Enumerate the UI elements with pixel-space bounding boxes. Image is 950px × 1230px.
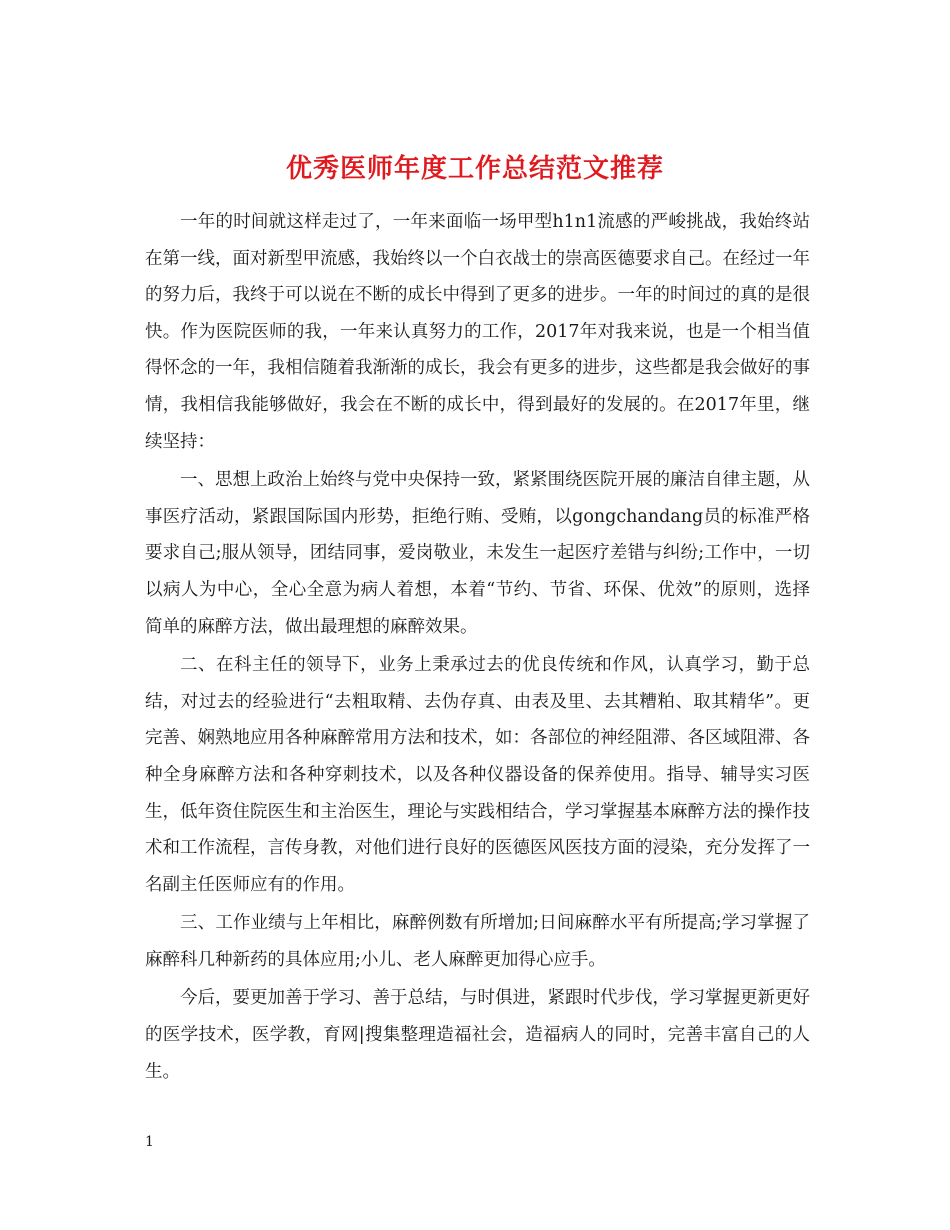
paragraph-conclusion: 今后，要更加善于学习、善于总结，与时俱进，紧跟时代步伐，学习掌握更新更好的医学技术，医学教，育网|搜集整理造福社会，造福病人的同时，完善丰富自己的人生。 — [145, 988, 810, 1082]
document-body — [145, 204, 810, 1092]
document-title: 优秀医师年度工作总结范文推荐 — [285, 154, 664, 185]
paragraph-point-2: 二、在科主任的领导下，业务上秉承过去的优良传统和作风，认真学习，勤于总结，对过去的经验进行“去粗取精、去伪存真、由表及里、去其糟粕、取其精华”。更完善、娴熟地应用各种麻醉常用方法和技术，如：各部位的神经阻滞、各区域阻滞、各种全身麻醉方法和各种穿刺技术，以及各种仪器设备的保养使用。指导、辅导实习医生，低年资住院医生和主治医生，理论与实践相结合，学习掌握基本麻醉方法的操作技术和工作流程，言传身教，对他们进行良好的医德医风医技方面的浸染，充分发挥了一名副主任医师应有的作用。 — [145, 655, 810, 895]
paragraph-point-1: 一、思想上政治上始终与党中央保持一致，紧紧围绕医院开展的廉洁自律主题，从事医疗活动，紧跟国际国内形势，拒绝行贿、受贿，以gongchandang员的标准严格要求自己;服从领导，团结同事，爱岗敬业，未发生一起医疗差错与纠纷;工作中，一切以病人为中心，全心全意为病人着想，本着“节约、节省、环保、优效”的原则，选择简单的麻醉方法，做出最理想的麻醉效果。 — [145, 470, 810, 637]
page-number: 1 — [145, 1134, 154, 1150]
paragraph-point-3: 三、工作业绩与上年相比，麻醉例数有所增加;日间麻醉水平有所提高;学习掌握了麻醉科几种新药的具体应用;小儿、老人麻醉更加得心应手。 — [145, 913, 810, 970]
paragraph-intro: 一年的时间就这样走过了，一年来面临一场甲型h1n1流感的严峻挑战，我始终站在第一线，面对新型甲流感，我始终以一个白衣战士的崇高医德要求自己。在经过一年的努力后，我终于可以说在不断的成长中得到了更多的进步。一年的时间过的真的是很快。作为医院医师的我，一年来认真努力的工作，2017年对我来说，也是一个相当值得怀念的一年，我相信随着我渐渐的成长，我会有更多的进步，这些都是我会做好的事情，我相信我能够做好，我会在不断的成长中，得到最好的发展的。在2017年里，继续坚持： — [145, 212, 810, 452]
